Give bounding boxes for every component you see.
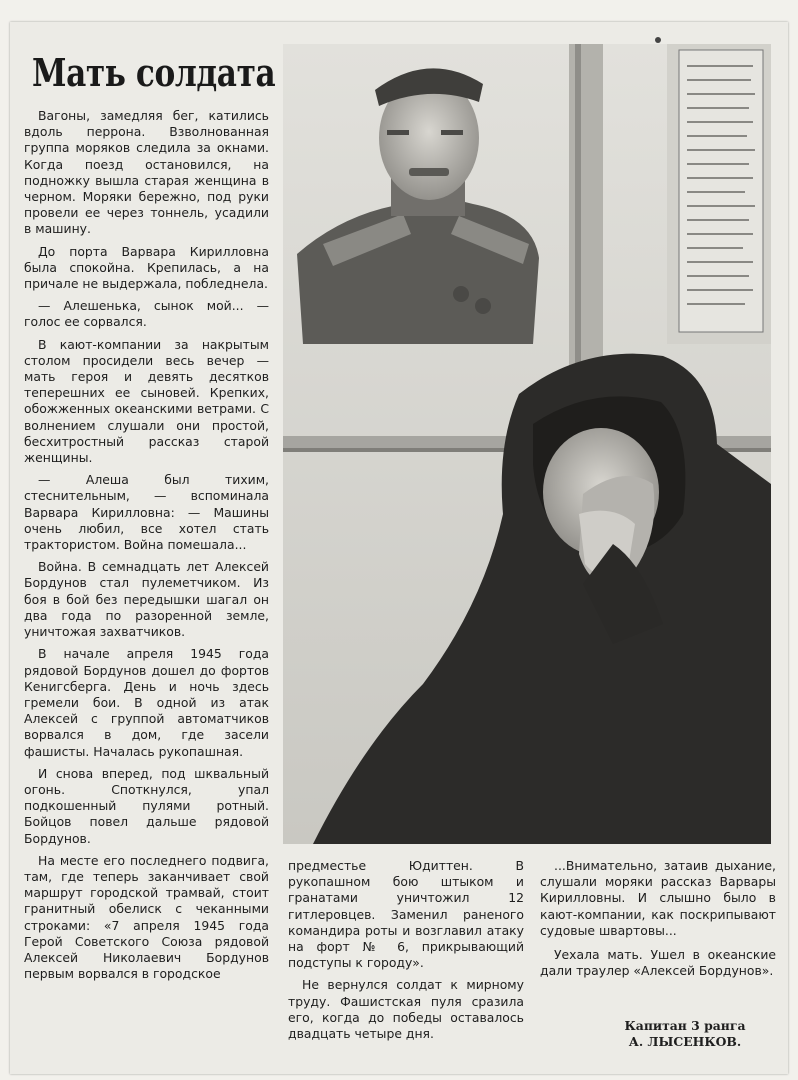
paragraph: Уехала мать. Ушел в океанские дали траулер «Алексей Бордунов». <box>540 947 776 979</box>
paragraph: предместье Юдиттен. В рукопашном бою штыком и гранатами уничтожил 12 гитлеровцев. Заменил раненого командира роты и возглавил атаку на форт № 6, прикрывающий подступы к городу». <box>288 858 524 971</box>
article-column-left <box>24 108 269 988</box>
paragraph: На месте его последнего подвига, там, где теперь заканчивает свой маршрут городской трамвай, стоит гранитный обелиск с чеканными строками: «7 апреля 1945 года Герой Советского Союза рядовой Алексей Николаевич Бордунов первым ворвался в городское <box>24 852 269 982</box>
paragraph: Не вернулся солдат к мирному труду. Фашистская пуля сразила его, когда до победы оставалось двадцать четыре дня. <box>288 977 524 1042</box>
article-column-middle <box>288 858 524 1048</box>
author-signature <box>600 1018 770 1050</box>
ink-dot <box>655 37 661 43</box>
author-rank: Капитан 3 ранга <box>624 1018 746 1033</box>
paragraph: В начале апреля 1945 года рядовой Бордунов дошел до фортов Кенигсберга. День и ночь здесь гремели бои. В одной из атак Алексей с группой автоматчиков ворвался в дом, где засели фашисты. Началась рукопашная. <box>24 646 269 759</box>
article-column-right <box>540 858 776 987</box>
article-headline: Мать солдата <box>32 50 276 95</box>
wall-pillar <box>569 44 603 384</box>
paragraph: Вагоны, замедляя бег, катились вдоль перрона. Взволнованная группа моряков следила за окнами. Когда поезд остановился, на подножку вышла старая женщина в черном. Моряки бережно, под руки провели ее через тоннель, усадили в машину. <box>24 108 269 237</box>
paragraph: ...Внимательно, затаив дыхание, слушали моряки рассказ Варвары Кирилловны. И слышно было в кают-компании, как поскрипывают судовые швартовы... <box>540 858 776 938</box>
article-photo <box>283 44 771 844</box>
framed-document <box>667 44 771 344</box>
photo-illustration <box>283 44 771 844</box>
paragraph: И снова вперед, под шквальный огонь. Споткнулся, упал подкошенный пулями ротный. Бойцов повел дальше рядовой Бордунов. <box>24 765 269 846</box>
paragraph: До порта Варвара Кирилловна была спокойна. Крепилась, а на причале не выдержала, побледнела. <box>24 243 269 292</box>
paragraph: — Алешенька, сынок мой... — голос ее сорвался. <box>24 298 269 330</box>
paragraph: Война. В семнадцать лет Алексей Бордунов стал пулеметчиком. Из боя в бой без передышки шагал он два года по разоренной земле, уничтожая захватчиков. <box>24 559 269 640</box>
paragraph: — Алеша был тихим, стеснительным, — вспоминала Варвара Кирилловна: — Машины очень любил, все хотел стать трактористом. Война помешала... <box>24 472 269 553</box>
paragraph: В кают-компании за накрытым столом просидели весь вечер — мать героя и девять десятков теперешних ее сыновей. Крепких, обожженных океанскими ветрами. С волнением слушали они простой, бесхитростный рассказ старой женщины. <box>24 336 269 466</box>
author-name: А. ЛЫСЕНКОВ. <box>628 1034 742 1049</box>
